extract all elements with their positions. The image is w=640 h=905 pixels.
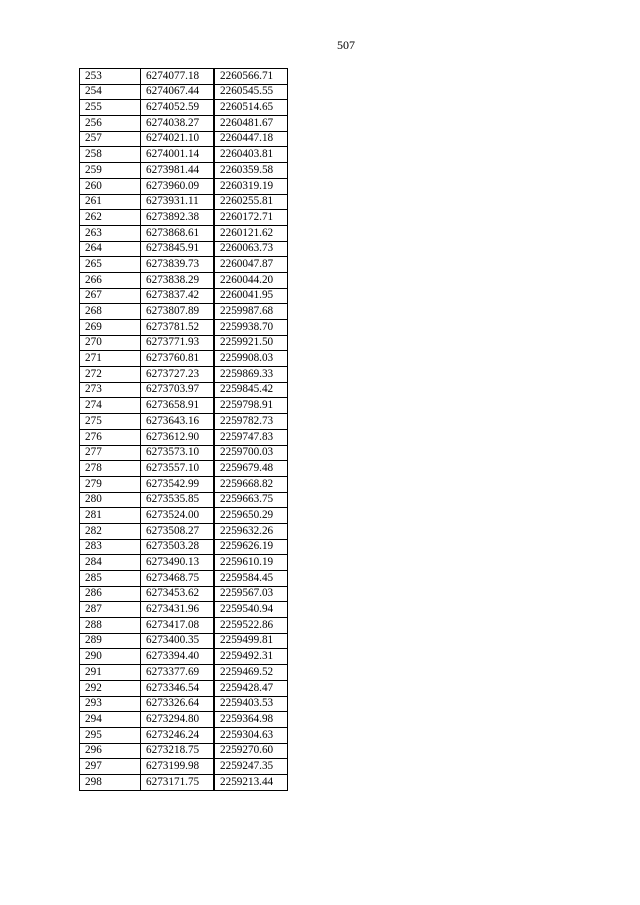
point-number-cell: 295 xyxy=(80,727,141,743)
point-number-cell: 264 xyxy=(80,241,141,257)
x-coordinate-cell: 6274038.27 xyxy=(141,116,214,132)
coordinates-table xyxy=(79,68,288,791)
x-coordinate-cell: 6273658.91 xyxy=(141,398,214,414)
x-coordinate-cell: 6273346.54 xyxy=(141,680,214,696)
point-number-cell: 286 xyxy=(80,586,141,602)
table-row xyxy=(80,194,288,210)
point-number-cell: 268 xyxy=(80,304,141,320)
x-coordinate-cell: 6273760.81 xyxy=(141,351,214,367)
x-coordinate-cell: 6273490.13 xyxy=(141,555,214,571)
y-coordinate-cell: 2259304.63 xyxy=(215,727,288,743)
x-coordinate-cell: 6274021.10 xyxy=(141,131,214,147)
point-number-cell: 274 xyxy=(80,398,141,414)
x-coordinate-cell: 6273535.85 xyxy=(141,492,214,508)
x-coordinate-cell: 6273417.08 xyxy=(141,618,214,634)
y-coordinate-cell: 2259584.45 xyxy=(215,571,288,587)
y-coordinate-cell: 2260044.20 xyxy=(215,272,288,288)
x-coordinate-cell: 6273431.96 xyxy=(141,602,214,618)
y-coordinate-cell: 2259782.73 xyxy=(215,414,288,430)
coordinates-table-body xyxy=(80,69,288,791)
table-row xyxy=(80,492,288,508)
x-coordinate-cell: 6273394.40 xyxy=(141,649,214,665)
point-number-cell: 269 xyxy=(80,320,141,336)
x-coordinate-cell: 6273377.69 xyxy=(141,665,214,681)
table-row xyxy=(80,759,288,775)
point-number-cell: 294 xyxy=(80,712,141,728)
table-row xyxy=(80,649,288,665)
x-coordinate-cell: 6273573.10 xyxy=(141,445,214,461)
table-row xyxy=(80,288,288,304)
table-row xyxy=(80,743,288,759)
y-coordinate-cell: 2259567.03 xyxy=(215,586,288,602)
x-coordinate-cell: 6274001.14 xyxy=(141,147,214,163)
point-number-cell: 259 xyxy=(80,163,141,179)
point-number-cell: 254 xyxy=(80,84,141,100)
x-coordinate-cell: 6273807.89 xyxy=(141,304,214,320)
y-coordinate-cell: 2260566.71 xyxy=(215,69,288,85)
table-row xyxy=(80,382,288,398)
table-row xyxy=(80,461,288,477)
x-coordinate-cell: 6273771.93 xyxy=(141,335,214,351)
x-coordinate-cell: 6273837.42 xyxy=(141,288,214,304)
y-coordinate-cell: 2259668.82 xyxy=(215,476,288,492)
table-row xyxy=(80,335,288,351)
table-row xyxy=(80,476,288,492)
table-row xyxy=(80,571,288,587)
y-coordinate-cell: 2259987.68 xyxy=(215,304,288,320)
x-coordinate-cell: 6273326.64 xyxy=(141,696,214,712)
x-coordinate-cell: 6273960.09 xyxy=(141,178,214,194)
y-coordinate-cell: 2260041.95 xyxy=(215,288,288,304)
point-number-cell: 297 xyxy=(80,759,141,775)
x-coordinate-cell: 6273542.99 xyxy=(141,476,214,492)
point-number-cell: 296 xyxy=(80,743,141,759)
table-row xyxy=(80,147,288,163)
table-row xyxy=(80,351,288,367)
point-number-cell: 275 xyxy=(80,414,141,430)
x-coordinate-cell: 6273199.98 xyxy=(141,759,214,775)
table-row xyxy=(80,210,288,226)
table-row xyxy=(80,414,288,430)
point-number-cell: 292 xyxy=(80,680,141,696)
x-coordinate-cell: 6273727.23 xyxy=(141,367,214,383)
point-number-cell: 290 xyxy=(80,649,141,665)
x-coordinate-cell: 6274052.59 xyxy=(141,100,214,116)
y-coordinate-cell: 2260481.67 xyxy=(215,116,288,132)
point-number-cell: 283 xyxy=(80,539,141,555)
y-coordinate-cell: 2259522.86 xyxy=(215,618,288,634)
y-coordinate-cell: 2259247.35 xyxy=(215,759,288,775)
y-coordinate-cell: 2260514.65 xyxy=(215,100,288,116)
point-number-cell: 263 xyxy=(80,225,141,241)
point-number-cell: 273 xyxy=(80,382,141,398)
table-row xyxy=(80,84,288,100)
page-number: 507 xyxy=(337,38,355,52)
x-coordinate-cell: 6273468.75 xyxy=(141,571,214,587)
x-coordinate-cell: 6273557.10 xyxy=(141,461,214,477)
point-number-cell: 256 xyxy=(80,116,141,132)
y-coordinate-cell: 2259632.26 xyxy=(215,523,288,539)
table-row xyxy=(80,272,288,288)
y-coordinate-cell: 2260447.18 xyxy=(215,131,288,147)
point-number-cell: 253 xyxy=(80,69,141,85)
table-row xyxy=(80,163,288,179)
y-coordinate-cell: 2259403.53 xyxy=(215,696,288,712)
x-coordinate-cell: 6273781.52 xyxy=(141,320,214,336)
y-coordinate-cell: 2260255.81 xyxy=(215,194,288,210)
point-number-cell: 265 xyxy=(80,257,141,273)
table-row xyxy=(80,618,288,634)
table-row xyxy=(80,367,288,383)
point-number-cell: 293 xyxy=(80,696,141,712)
table-row xyxy=(80,555,288,571)
table-row xyxy=(80,131,288,147)
y-coordinate-cell: 2259540.94 xyxy=(215,602,288,618)
table-row xyxy=(80,398,288,414)
y-coordinate-cell: 2259700.03 xyxy=(215,445,288,461)
y-coordinate-cell: 2259845.42 xyxy=(215,382,288,398)
table-row xyxy=(80,539,288,555)
x-coordinate-cell: 6273294.80 xyxy=(141,712,214,728)
point-number-cell: 277 xyxy=(80,445,141,461)
y-coordinate-cell: 2259663.75 xyxy=(215,492,288,508)
table-row xyxy=(80,241,288,257)
y-coordinate-cell: 2259610.19 xyxy=(215,555,288,571)
point-number-cell: 255 xyxy=(80,100,141,116)
y-coordinate-cell: 2259921.50 xyxy=(215,335,288,351)
x-coordinate-cell: 6273400.35 xyxy=(141,633,214,649)
point-number-cell: 278 xyxy=(80,461,141,477)
table-row xyxy=(80,712,288,728)
y-coordinate-cell: 2259626.19 xyxy=(215,539,288,555)
y-coordinate-cell: 2259908.03 xyxy=(215,351,288,367)
y-coordinate-cell: 2259469.52 xyxy=(215,665,288,681)
table-row xyxy=(80,69,288,85)
table-row xyxy=(80,727,288,743)
table-row xyxy=(80,696,288,712)
point-number-cell: 261 xyxy=(80,194,141,210)
point-number-cell: 276 xyxy=(80,429,141,445)
y-coordinate-cell: 2259747.83 xyxy=(215,429,288,445)
x-coordinate-cell: 6273981.44 xyxy=(141,163,214,179)
x-coordinate-cell: 6273931.11 xyxy=(141,194,214,210)
table-row xyxy=(80,680,288,696)
x-coordinate-cell: 6273838.29 xyxy=(141,272,214,288)
y-coordinate-cell: 2260319.19 xyxy=(215,178,288,194)
y-coordinate-cell: 2260359.58 xyxy=(215,163,288,179)
x-coordinate-cell: 6273218.75 xyxy=(141,743,214,759)
x-coordinate-cell: 6273508.27 xyxy=(141,523,214,539)
y-coordinate-cell: 2259679.48 xyxy=(215,461,288,477)
y-coordinate-cell: 2259650.29 xyxy=(215,508,288,524)
point-number-cell: 281 xyxy=(80,508,141,524)
x-coordinate-cell: 6273246.24 xyxy=(141,727,214,743)
table-row xyxy=(80,257,288,273)
table-row xyxy=(80,429,288,445)
table-row xyxy=(80,445,288,461)
point-number-cell: 260 xyxy=(80,178,141,194)
table-row xyxy=(80,304,288,320)
x-coordinate-cell: 6274077.18 xyxy=(141,69,214,85)
x-coordinate-cell: 6273892.38 xyxy=(141,210,214,226)
point-number-cell: 298 xyxy=(80,774,141,790)
point-number-cell: 270 xyxy=(80,335,141,351)
table-row xyxy=(80,320,288,336)
table-row xyxy=(80,178,288,194)
point-number-cell: 280 xyxy=(80,492,141,508)
x-coordinate-cell: 6273612.90 xyxy=(141,429,214,445)
x-coordinate-cell: 6273839.73 xyxy=(141,257,214,273)
table-row xyxy=(80,116,288,132)
y-coordinate-cell: 2259428.47 xyxy=(215,680,288,696)
table-row xyxy=(80,774,288,790)
y-coordinate-cell: 2259364.98 xyxy=(215,712,288,728)
y-coordinate-cell: 2260172.71 xyxy=(215,210,288,226)
point-number-cell: 291 xyxy=(80,665,141,681)
table-row xyxy=(80,665,288,681)
y-coordinate-cell: 2260063.73 xyxy=(215,241,288,257)
y-coordinate-cell: 2259869.33 xyxy=(215,367,288,383)
y-coordinate-cell: 2259492.31 xyxy=(215,649,288,665)
x-coordinate-cell: 6273524.00 xyxy=(141,508,214,524)
y-coordinate-cell: 2260121.62 xyxy=(215,225,288,241)
point-number-cell: 282 xyxy=(80,523,141,539)
point-number-cell: 271 xyxy=(80,351,141,367)
point-number-cell: 272 xyxy=(80,367,141,383)
point-number-cell: 258 xyxy=(80,147,141,163)
y-coordinate-cell: 2259213.44 xyxy=(215,774,288,790)
table-row xyxy=(80,586,288,602)
table-row xyxy=(80,523,288,539)
point-number-cell: 262 xyxy=(80,210,141,226)
x-coordinate-cell: 6273171.75 xyxy=(141,774,214,790)
y-coordinate-cell: 2259270.60 xyxy=(215,743,288,759)
y-coordinate-cell: 2260403.81 xyxy=(215,147,288,163)
point-number-cell: 279 xyxy=(80,476,141,492)
point-number-cell: 266 xyxy=(80,272,141,288)
point-number-cell: 287 xyxy=(80,602,141,618)
table-row xyxy=(80,602,288,618)
table-row xyxy=(80,633,288,649)
x-coordinate-cell: 6273503.28 xyxy=(141,539,214,555)
y-coordinate-cell: 2260545.55 xyxy=(215,84,288,100)
point-number-cell: 267 xyxy=(80,288,141,304)
x-coordinate-cell: 6273845.91 xyxy=(141,241,214,257)
table-row xyxy=(80,508,288,524)
point-number-cell: 284 xyxy=(80,555,141,571)
point-number-cell: 285 xyxy=(80,571,141,587)
x-coordinate-cell: 6273453.62 xyxy=(141,586,214,602)
y-coordinate-cell: 2260047.87 xyxy=(215,257,288,273)
y-coordinate-cell: 2259499.81 xyxy=(215,633,288,649)
x-coordinate-cell: 6273703.97 xyxy=(141,382,214,398)
point-number-cell: 289 xyxy=(80,633,141,649)
y-coordinate-cell: 2259798.91 xyxy=(215,398,288,414)
y-coordinate-cell: 2259938.70 xyxy=(215,320,288,336)
point-number-cell: 257 xyxy=(80,131,141,147)
point-number-cell: 288 xyxy=(80,618,141,634)
table-row xyxy=(80,225,288,241)
x-coordinate-cell: 6273868.61 xyxy=(141,225,214,241)
x-coordinate-cell: 6273643.16 xyxy=(141,414,214,430)
table-row xyxy=(80,100,288,116)
x-coordinate-cell: 6274067.44 xyxy=(141,84,214,100)
